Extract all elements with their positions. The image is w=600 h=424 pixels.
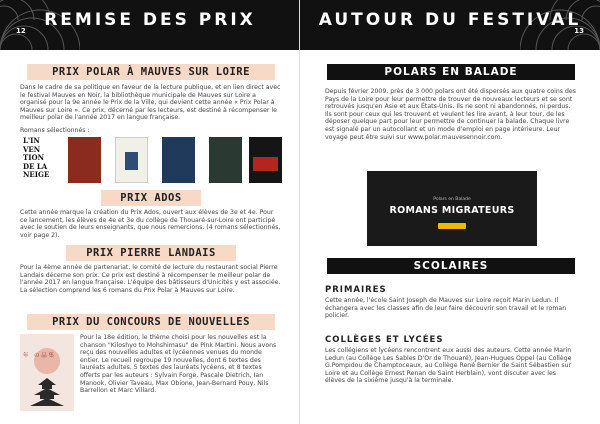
page-header-title: REMISE DES PRIX (44, 10, 256, 30)
prix-landais-banner: PRIX PIERRE LANDAIS (66, 245, 236, 261)
prix-landais-body: Pour la 4ème année de partenariat, le comité de lecture du restaurant social Pierre Landais décerne son prix. Ce prix est destiné à récompenser le meilleur polar de l'année 2017 en langue française. L'équipe des bâtisseurs d'Unicités y est associée. La sélection comprend les 6 romans du Prix Polar à Mauves sur Loire. (20, 264, 281, 294)
header-band (300, 0, 600, 50)
polars-balade-body: Depuis février 2009, près de 3 000 polars ont été dispersés aux quatre coins des Pays de la Loire pour leur permettre de trouver de nouveaux lecteurs et se sont retrouvés jusqu'en Asie et aux États-Unis. Ils ne sont ni abandonnés, ni perdus. Ils sont pour ceux qui les trouvent et veulent les lire avant, à leur tour, de les déposer quelque part pour leur permettre de continuer la balade. Chaque livre est signalé par un autocollant et un mode d'emploi en page intérieure. Leur voyage peut être suivi sur www.polar.mauvesennoir.com. (325, 88, 576, 141)
prix-ados-body: Cette année marque la création du Prix Ados, ouvert aux élèves de 3e et 4e. Pour ce lancement, les élèves de 4e et 3e du collège de Thouaré-sur-Loire ont participé avec le soutien de leurs enseignants, que nous remercions. (4 romans sélectionnés, voir page 2). (20, 209, 281, 239)
scolaires-banner: SCOLAIRES (327, 258, 575, 274)
colleges-body: Les collégiens et lycéens rencontrent eux aussi des auteurs. Cette année Marin Ledun (au Collège Les Sables D'Or de Thouaré), Jean-Hugues Oppel (au Collège G.Pompidou de Champtoceaux, au Collège René Bernier de Saint Sébastien sur Loire et au Collège Ernest Renan de Saint Herblain), vont discuter avec les élèves de la sixième jusqu'à la terminale. (325, 347, 572, 385)
page-number: 12 (16, 27, 26, 35)
header-band (0, 0, 300, 50)
book-cover (162, 137, 195, 183)
page-number: 13 (574, 27, 584, 35)
colleges-heading: COLLÈGES ET LYCÉES (325, 335, 444, 345)
nouvelles-cover: 年 の 品 集 (20, 334, 74, 411)
prix-polar-banner: PRIX POLAR À MAUVES SUR LOIRE (27, 64, 275, 80)
primaires-body: Cette année, l'école Saint Joseph de Mauves sur Loire reçoit Marin Ledun. Il échangera avec les classes afin de leur faire découvrir son travail et le roman policier. (325, 297, 567, 320)
polars-balade-banner: POLARS EN BALADE (327, 64, 575, 80)
promo-caption: Polars en Balade (433, 197, 471, 202)
prix-polar-body: Dans le cadre de sa politique en faveur de la lecture publique, et en lien direct avec le festival Mauves en Noir, la bibliothèque municipale de Mauves sur Loire a organisé pour la 9e année le Prix de la Ville, qui devient cette année « Prix Polar à Mauves sur Loire ». Ce prix, décerné par les lecteurs, est destiné à récompenser le meilleur polar de l'année 2017 en langue française. (20, 84, 281, 122)
promo-title: ROMANS MIGRATEURS (389, 205, 515, 216)
book-covers (20, 137, 282, 183)
prix-ados-banner: PRIX ADOS (101, 190, 201, 206)
book-cover (115, 137, 148, 183)
prix-nouvelles-body: Pour la 18e édition, le thème choisi pour les nouvelles est la chanson "Kiloshyo to Mohshimasu" de Pink Martini. Nous avons reçu des nouvelles adultes et lycéennes venues du monde entier. Le recueil regroupe 19 nouvelles, dont 6 textes des lauréats adultes, 5 textes des lauréats lycéens, et 8 textes offerts par les auteurs : Sylvain Forge, Pascale Dietrich, Ian Manook, Olivier Taveau, Max Obione, Jean-Bernard Pouy, Nils Barrellon et Marc Villard. (80, 334, 277, 395)
book-cover (249, 137, 282, 183)
promo-button-graphic (438, 223, 466, 229)
romans-label: Romans sélectionnés : (20, 127, 90, 134)
prix-nouvelles-banner: PRIX DU CONCOURS DE NOUVELLES (27, 314, 275, 330)
book-cover (68, 137, 101, 183)
romans-migrateurs-promo (367, 171, 537, 246)
book-cover: L'IN VEN TION DE LA NEIGE (20, 137, 53, 183)
pagoda-icon (28, 378, 66, 408)
book-cover (209, 137, 242, 183)
page-header-title: AUTOUR DU FESTIVAL (318, 10, 582, 30)
primaires-heading: PRIMAIRES (325, 285, 387, 295)
